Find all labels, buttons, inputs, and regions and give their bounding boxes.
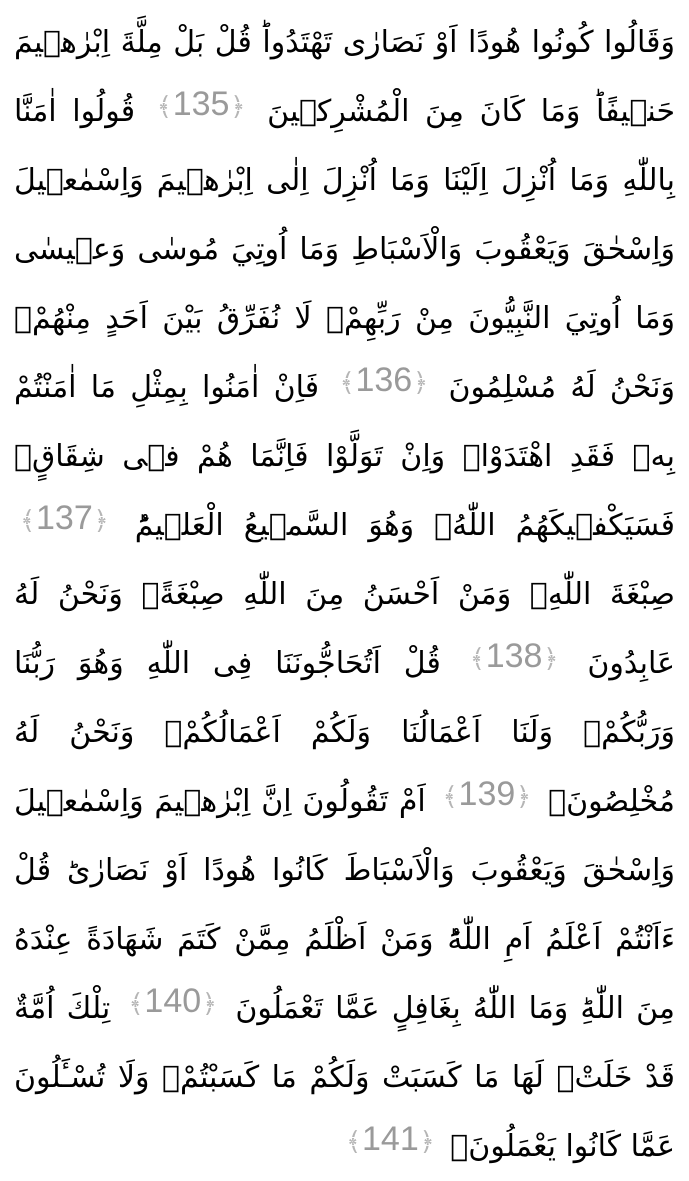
ayah-number-marker: ﴾ 135 ﴿: [157, 87, 246, 121]
ayah-text: صِبْغَةَ اللّٰهِۚ وَمَنْ اَحْسَنُ مِنَ اللّٰهِ صِبْغَةًؗ وَنَحْنُ لَهُ عَابِدُونَ: [14, 577, 675, 681]
ayah-text: تِلْكَ اُمَّةٌ قَدْ خَلَتْۚ لَهَا مَا كَسَبَتْ وَلَكُمْ مَا كَسَبْتُمْۚ وَلَا تُسْـَٔلُونَ عَمَّا كَانُوا يَعْمَلُونَ۟: [14, 991, 675, 1164]
verse-text-block: [14, 8, 675, 1181]
ayah-number-marker: ﴾ 141 ﴿: [346, 1122, 435, 1156]
ayah-text: اَمْ تَقُولُونَ اِنَّ اِبْرٰهٖيمَ وَاِسْمٰعٖيلَ وَاِسْحٰقَ وَيَعْقُوبَ وَالْاَسْبَاطَ كَانُوا هُودًا اَوْ نَصَارٰىؕ قُلْ ءَاَنْتُمْ اَعْلَمُ اَمِ اللّٰهُؕ وَمَنْ اَظْلَمُ مِمَّنْ كَتَمَ شَهَادَةً عِنْدَهُ مِنَ اللّٰهِؕ وَمَا اللّٰهُ بِغَافِلٍ عَمَّا تَعْمَلُونَ: [14, 784, 676, 1026]
ayah-number-marker: ﴾ 140 ﴿: [128, 984, 217, 1018]
ayah-text: قُلْ اَتُحَاجُّونَنَا فِى اللّٰهِ وَهُوَ رَبُّنَا وَرَبُّكُمْۚ وَلَنَا اَعْمَالُنَا وَلَكُمْ اَعْمَالُكُمْۚ وَنَحْنُ لَهُ مُخْلِصُونَۙ: [14, 646, 675, 819]
ayah-number-marker: ﴾ 136 ﴿: [339, 363, 428, 397]
ayah-number-marker: ﴾ 137 ﴿: [20, 501, 109, 535]
ayah-number-marker: ﴾ 139 ﴿: [443, 777, 532, 811]
ayah-number-marker: ﴾ 138 ﴿: [470, 639, 559, 673]
ayah-text: وَقَالُوا كُونُوا هُودًا اَوْ نَصَارٰى تَهْتَدُواؕ قُلْ بَلْ مِلَّةَ اِبْرٰهٖيمَ حَنٖيفًاؕ وَمَا كَانَ مِنَ الْمُشْرِكٖينَ: [14, 25, 676, 129]
ayah-text: فَاِنْ اٰمَنُوا بِمِثْلِ مَا اٰمَنْتُمْ بِهٖ فَقَدِ اهْتَدَوْاۚ وَاِنْ تَوَلَّوْا فَاِنَّمَا هُمْ فٖى شِقَاقٍۚ فَسَيَكْفٖيكَهُمُ اللّٰهُۚ وَهُوَ السَّمٖيعُ الْعَلٖيمُؕ: [14, 370, 675, 543]
ayah-text: قُولُوا اٰمَنَّا بِاللّٰهِ وَمَا اُنْزِلَ اِلَيْنَا وَمَا اُنْزِلَ اِلٰى اِبْرٰهٖيمَ وَاِسْمٰعٖيلَ وَاِسْحٰقَ وَيَعْقُوبَ وَالْاَسْبَاطِ وَمَا اُوتِيَ مُوسٰى وَعٖيسٰى وَمَا اُوتِيَ النَّبِيُّونَ مِنْ رَبِّهِمْۚ لَا نُفَرِّقُ بَيْنَ اَحَدٍ مِنْهُمْۘ وَنَحْنُ لَهُ مُسْلِمُونَ: [14, 94, 675, 405]
